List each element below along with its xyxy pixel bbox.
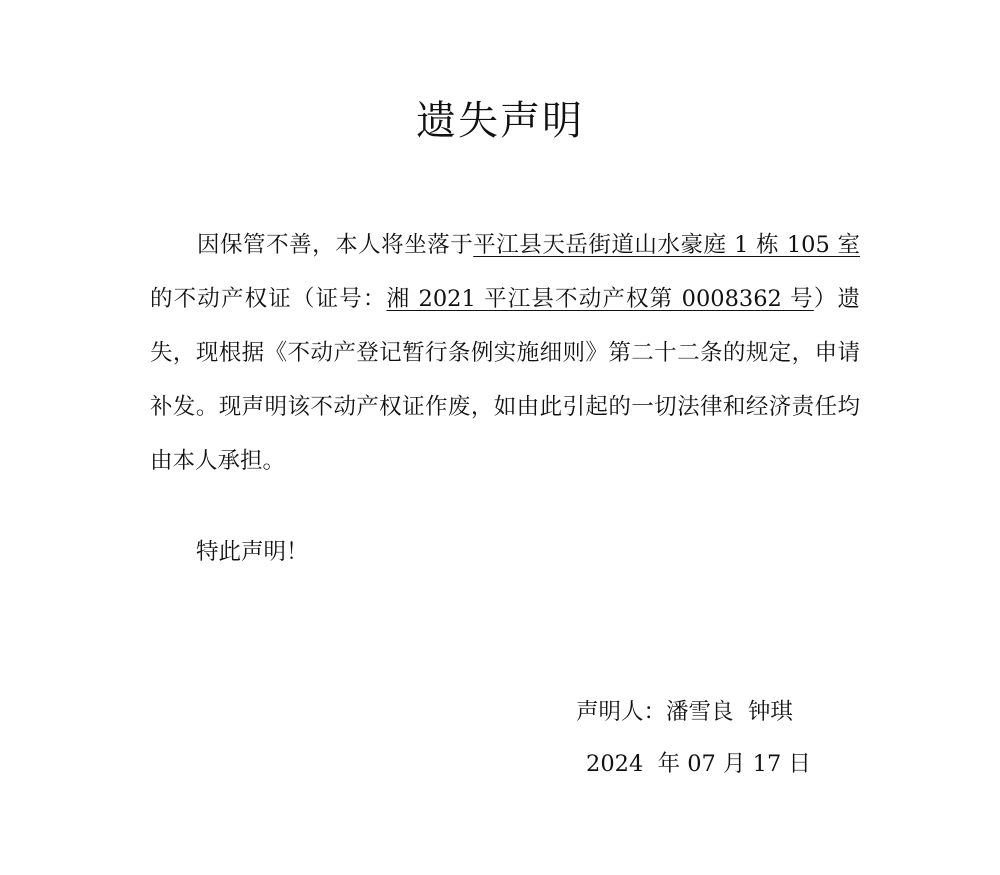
certificate-phrase: 的不动产权证（证号： xyxy=(150,286,387,312)
declaration-date: 2024 年 07 月 17 日 xyxy=(586,751,811,777)
property-address: 平江县天岳街道山水豪庭 1 栋 105 室 xyxy=(473,232,860,258)
certificate-number: 湘 2021 平江县不动产权第 0008362 号 xyxy=(386,286,814,312)
signature-line xyxy=(576,690,793,734)
statement-rest: ）遗失，现根据《不动产登记暂行条例实施细则》第二十二条的规定，申请补发。现声明该不动产权证作废，如由此引起的一切法律和经济责任均由本人承担。 xyxy=(150,286,860,474)
signature-label: 声明人： xyxy=(576,699,667,725)
signature-names: 潘雪良 钟琪 xyxy=(666,699,793,725)
statement-paragraph xyxy=(150,218,860,488)
page-title: 遗失声明 xyxy=(416,98,584,144)
closing-remark: 特此声明！ xyxy=(196,539,309,565)
statement-intro: 因保管不善，本人将坐落于 xyxy=(197,232,474,258)
